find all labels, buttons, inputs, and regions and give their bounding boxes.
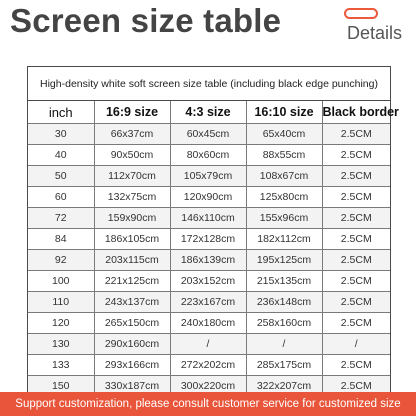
- cell-inch: 30: [28, 124, 94, 145]
- cell-inch: 130: [28, 334, 94, 355]
- cell-4-3: 105x79cm: [170, 166, 246, 187]
- cell-16-10: 155x96cm: [246, 208, 322, 229]
- cell-black-border: 2.5CM: [322, 376, 390, 397]
- cell-16-9: 159x90cm: [94, 208, 170, 229]
- cell-16-9: 203x115cm: [94, 250, 170, 271]
- table-row: [28, 271, 390, 292]
- cell-16-9: 243x137cm: [94, 292, 170, 313]
- cell-black-border: 2.5CM: [322, 250, 390, 271]
- cell-inch: 120: [28, 313, 94, 334]
- pill-icon: [344, 8, 378, 19]
- cell-black-border: 2.5CM: [322, 208, 390, 229]
- cell-black-border: /: [322, 334, 390, 355]
- cell-black-border: 2.5CM: [322, 355, 390, 376]
- cell-inch: 92: [28, 250, 94, 271]
- col-header-inch: inch: [28, 101, 94, 124]
- cell-16-10: 88x55cm: [246, 145, 322, 166]
- cell-black-border: 2.5CM: [322, 313, 390, 334]
- cell-4-3: 172x128cm: [170, 229, 246, 250]
- cell-4-3: 80x60cm: [170, 145, 246, 166]
- cell-16-9: 66x37cm: [94, 124, 170, 145]
- cell-16-10: 285x175cm: [246, 355, 322, 376]
- cell-4-3: 272x202cm: [170, 355, 246, 376]
- cell-16-10: 215x135cm: [246, 271, 322, 292]
- cell-16-9: 186x105cm: [94, 229, 170, 250]
- table-row: [28, 208, 390, 229]
- cell-16-10: 322x207cm: [246, 376, 322, 397]
- cell-black-border: 2.5CM: [322, 166, 390, 187]
- cell-inch: 50: [28, 166, 94, 187]
- cell-black-border: 2.5CM: [322, 229, 390, 250]
- col-header-16-10: 16:10 size: [246, 101, 322, 124]
- page-title: Screen size table: [10, 2, 282, 39]
- cell-16-9: 293x166cm: [94, 355, 170, 376]
- customization-banner: Support customization, please consult customer service for customized size: [0, 392, 416, 416]
- cell-16-9: 90x50cm: [94, 145, 170, 166]
- cell-16-10: /: [246, 334, 322, 355]
- cell-inch: 84: [28, 229, 94, 250]
- cell-inch: 133: [28, 355, 94, 376]
- table-body: [28, 124, 390, 397]
- table-row: [28, 250, 390, 271]
- col-header-16-9: 16:9 size: [94, 101, 170, 124]
- cell-16-9: 330x187cm: [94, 376, 170, 397]
- cell-inch: 72: [28, 208, 94, 229]
- cell-inch: 110: [28, 292, 94, 313]
- size-table-container: [27, 66, 399, 410]
- table-row: [28, 292, 390, 313]
- details-button[interactable]: [318, 8, 402, 48]
- table-row: [28, 124, 390, 145]
- size-table: [28, 101, 399, 397]
- cell-4-3: 203x152cm: [170, 271, 246, 292]
- cell-16-10: 182x112cm: [246, 229, 322, 250]
- table-row: [28, 313, 390, 334]
- table-row: [28, 334, 390, 355]
- cell-4-3: /: [170, 334, 246, 355]
- cell-16-9: 132x75cm: [94, 187, 170, 208]
- table-caption: High-density white soft screen size table (including black edge punching): [28, 67, 390, 101]
- table-row: [28, 355, 390, 376]
- cell-4-3: 223x167cm: [170, 292, 246, 313]
- cell-4-3: 300x220cm: [170, 376, 246, 397]
- table-row: [28, 166, 390, 187]
- col-header-4-3: 4:3 size: [170, 101, 246, 124]
- cell-inch: 100: [28, 271, 94, 292]
- cell-4-3: 146x110cm: [170, 208, 246, 229]
- table-header-row: [28, 101, 390, 124]
- cell-16-10: 125x80cm: [246, 187, 322, 208]
- cell-16-10: 258x160cm: [246, 313, 322, 334]
- cell-inch: 150: [28, 376, 94, 397]
- cell-inch: 40: [28, 145, 94, 166]
- cell-16-9: 112x70cm: [94, 166, 170, 187]
- cell-black-border: 2.5CM: [322, 271, 390, 292]
- cell-16-9: 221x125cm: [94, 271, 170, 292]
- cell-16-10: 236x148cm: [246, 292, 322, 313]
- cell-black-border: 2.5CM: [322, 124, 390, 145]
- cell-4-3: 240x180cm: [170, 313, 246, 334]
- cell-4-3: 186x139cm: [170, 250, 246, 271]
- table-row: [28, 229, 390, 250]
- cell-16-9: 265x150cm: [94, 313, 170, 334]
- cell-black-border: 2.5CM: [322, 292, 390, 313]
- cell-16-9: 290x160cm: [94, 334, 170, 355]
- table-row: [28, 145, 390, 166]
- cell-16-10: 108x67cm: [246, 166, 322, 187]
- cell-black-border: 2.5CM: [322, 187, 390, 208]
- cell-black-border: 2.5CM: [322, 145, 390, 166]
- table-row: [28, 187, 390, 208]
- cell-16-10: 65x40cm: [246, 124, 322, 145]
- cell-4-3: 60x45cm: [170, 124, 246, 145]
- col-header-black-border: Black border: [322, 101, 390, 124]
- cell-16-10: 195x125cm: [246, 250, 322, 271]
- details-label: Details: [346, 23, 402, 43]
- cell-4-3: 120x90cm: [170, 187, 246, 208]
- cell-inch: 60: [28, 187, 94, 208]
